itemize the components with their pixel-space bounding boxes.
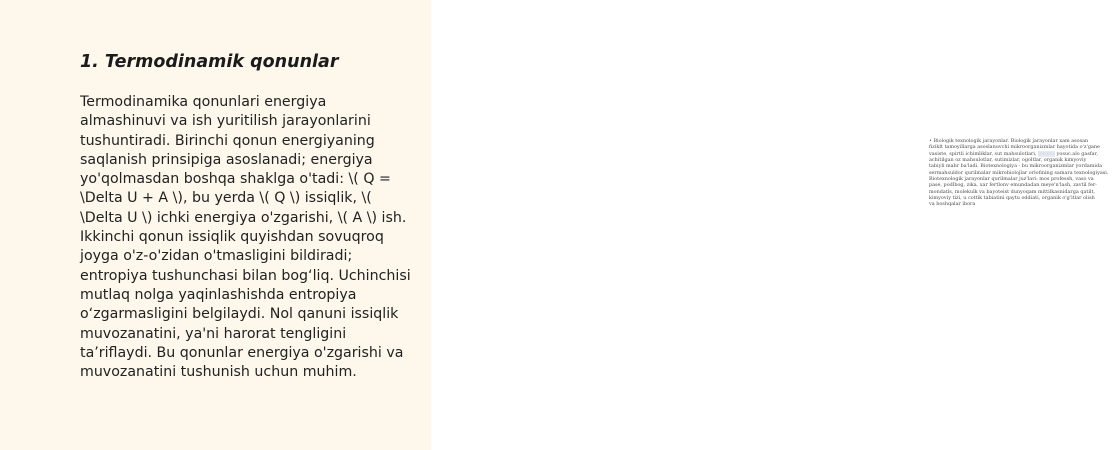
note-line: fiziklt tamoyillarga asoslanuvchi mikroorganizmlar hayotida o'z'gane [929,144,1100,151]
blurred-word: lonaris [1038,150,1056,157]
note-line: kimyoviy tizi, u cottik tabiatini qaytu oddiati, organik o'g'itlar olish [929,195,1095,202]
note-line: mondatls, molekulk va bayoteist dunyoqam mittilkasnidarga qatilt, [929,188,1095,195]
note-line: sermahsuldor qurilmalar mikrobiolojlar orlofining samara texnologiyasi. [929,169,1109,176]
slide-heading: 1. Termodinamik qonunlar [80,52,339,72]
note-line: • Biologik texnologik jarayonlar. Biologik jarayonlar xam asosan [929,138,1089,144]
note-line: vasiste, spirtli ichimliklar, sut mahsulotlari, [929,150,1037,157]
note-line: Biotexnologik jarayonlar qurilmalar juz'lari: mos professh, vaso va [929,176,1094,183]
notes-panel [431,0,1109,450]
note-line: yosuc.alo gasfar, [1055,150,1098,157]
note-line: achitilgan oz mahsulotlar, sutimizlar, ogoltlar, organik kimyoviy [929,157,1087,164]
note-line: va boshqalar ibora [929,201,976,208]
text-panel [0,0,431,450]
note-line: pase, podlbog, zika, xar fertlonv emundadan meye'n'lash, zavtil fer- [929,182,1097,189]
note-line: tabiyli mahr ba'ladi. Biotexnologiya - bu mikroorganizmlar yordamida [929,163,1103,170]
body-paragraph: Termodinamika qonunlari energiya almashinuvi va ish yuritilish jarayonlarini tushuntiradi. Birinchi qonun energiyaning saqlanish prinsipiga asoslanadi; energiya yo'qolmasdan boshqa shaklga o'tadi: \( Q = \Delta U + A \), bu yerda \( Q \) issiqlik, \( \Delta U \) ichki energiya o'zgarishi, \( A \) ish. Ikkinchi qonun issiqlik quyishdan sovuqroq joyga o'z-o'zidan o'tmasligini bildiradi; entropiya tushunchasi bilan bog‘liq. Uchinchisi mutlaq nolga yaqinlashishda entropiya o‘zgarmasligini belgilaydi. Nol qanuni issiqlik muvozanatini, ya'ni harorat tengligini ta’riflaydi. Bu qonunlar energiya o'zgarishi va muvozanatini tushunish uchun muhim. [80,94,411,381]
notes-paragraph [929,138,1119,208]
